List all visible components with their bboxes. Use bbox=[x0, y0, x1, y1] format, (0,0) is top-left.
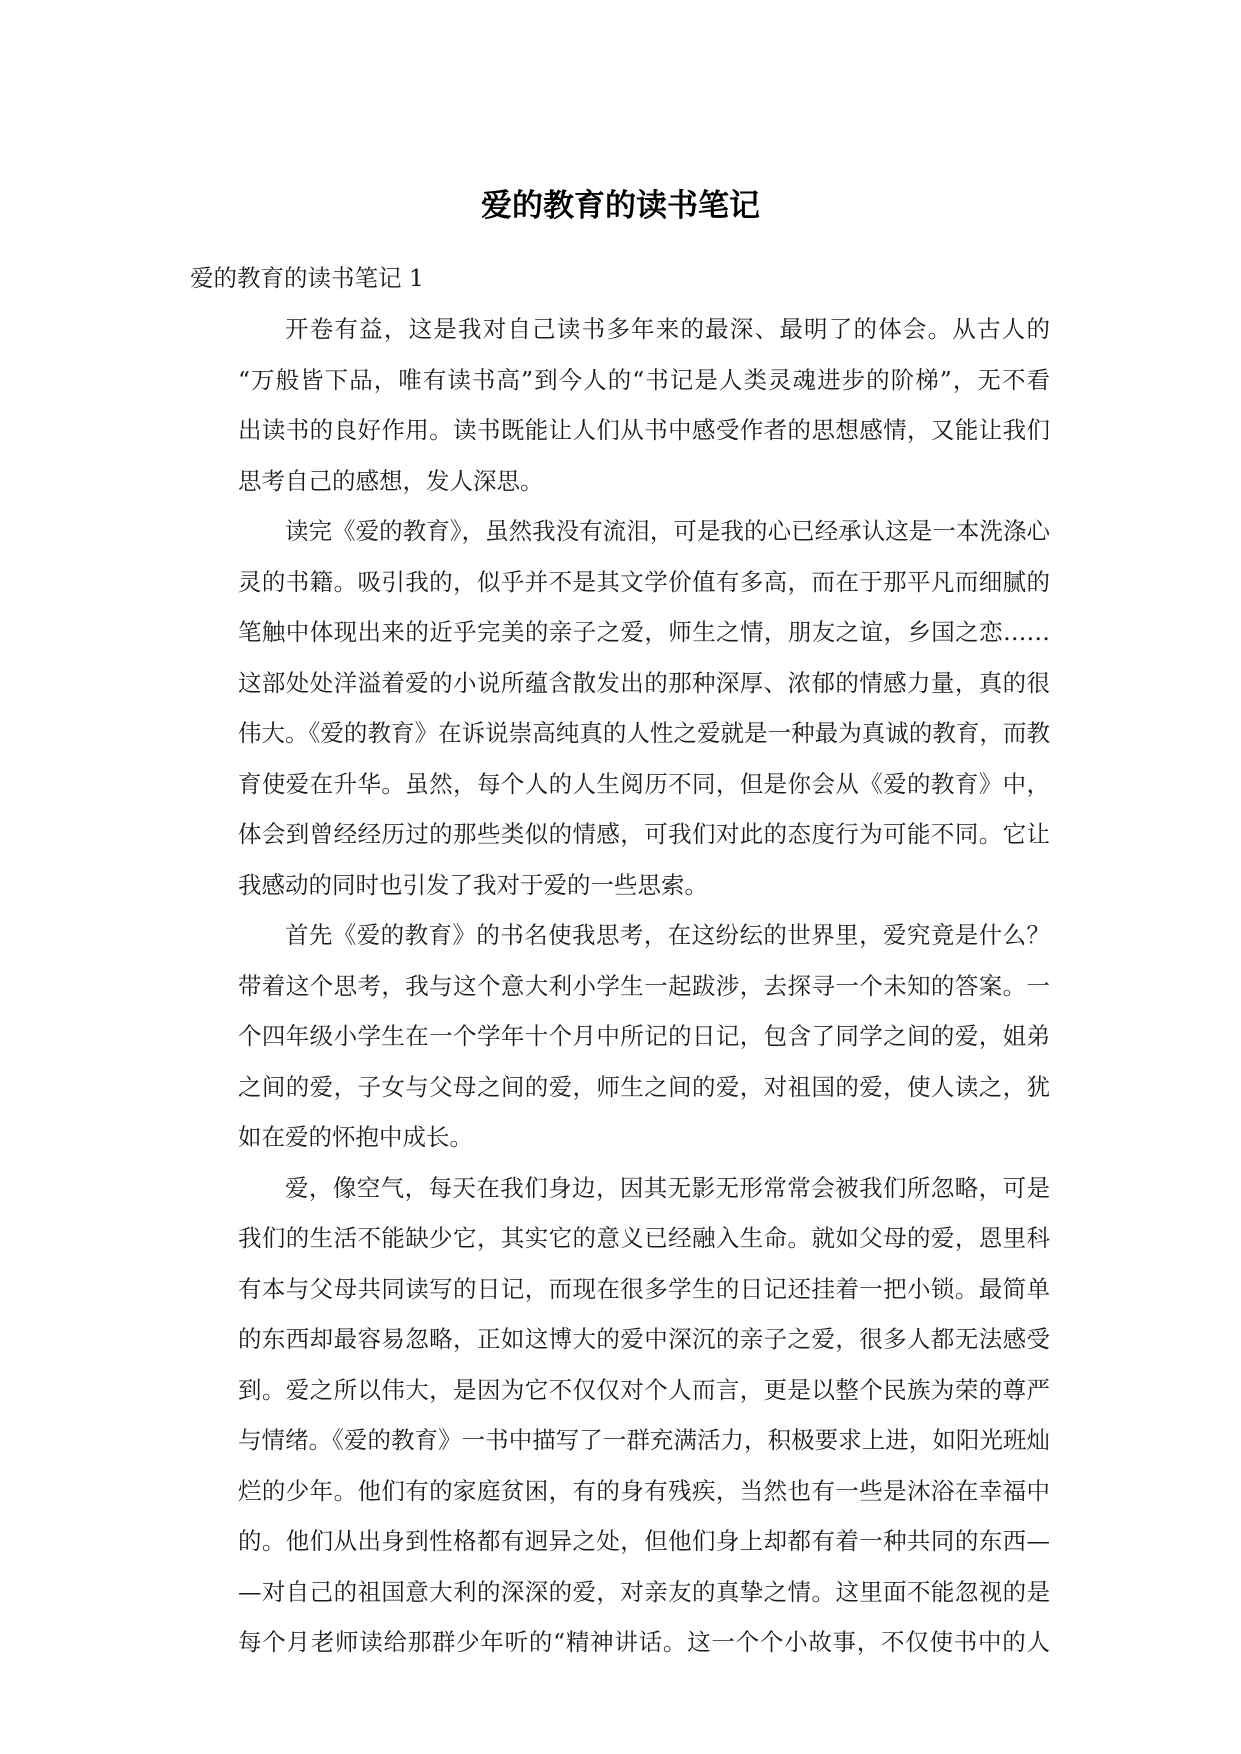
text-line: 体会到曾经经历过的那些类似的情感，可我们对此的态度行为可能不同。它让 bbox=[238, 820, 1050, 848]
text-line: 读完《爱的教育》，虽然我没有流泪，可是我的心已经承认这是一本洗涤心 bbox=[285, 517, 1050, 545]
text-line: 的。他们从出身到性格都有迥异之处，但他们身上却都有着一种共同的东西— bbox=[238, 1527, 1050, 1555]
text-line: 的东西却最容易忽略，正如这博大的爱中深沉的亲子之爱，很多人都无法感受 bbox=[238, 1325, 1050, 1353]
text-line: 爱，像空气，每天在我们身边，因其无影无形常常会被我们所忽略，可是 bbox=[285, 1173, 1050, 1202]
paragraph-3 bbox=[190, 910, 1050, 1163]
paragraph-1 bbox=[190, 304, 1050, 506]
document-title: 爱的教育的读书笔记 bbox=[481, 188, 760, 224]
text-line: 出读书的良好作用。读书既能让人们从书中感受作者的思想感情，又能让我们 bbox=[238, 416, 1050, 444]
text-line: 我们的生活不能缺少它，其实它的意义已经融入生命。就如父母的爱，恩里科 bbox=[238, 1224, 1050, 1252]
text-line: 之间的爱，子女与父母之间的爱，师生之间的爱，对祖国的爱，使人读之，犹 bbox=[238, 1072, 1050, 1101]
text-line: 带着这个思考，我与这个意大利小学生一起跋涉，去探寻一个未知的答案。一 bbox=[238, 971, 1050, 1000]
text-line: 到。爱之所以伟大，是因为它不仅仅对个人而言，更是以整个民族为荣的尊严 bbox=[238, 1375, 1050, 1404]
section-heading: 爱的教育的读书笔记 1 bbox=[190, 264, 424, 292]
text-line: 育使爱在升华。虽然，每个人的人生阅历不同，但是你会从《爱的教育》中， bbox=[238, 769, 1050, 798]
document-body bbox=[190, 252, 1050, 1668]
text-line: 伟大。《爱的教育》在诉说崇高纯真的人性之爱就是一种最为真诚的教育，而教 bbox=[238, 719, 1050, 747]
text-line: 每个月老师读给那群少年听的“精神讲话。这一个个小故事，不仅使书中的人 bbox=[238, 1628, 1050, 1656]
paragraph-4 bbox=[190, 1163, 1050, 1668]
text-line: 笔触中体现出来的近乎完美的亲子之爱，师生之情，朋友之谊，乡国之恋…… bbox=[238, 618, 1050, 646]
text-line: 有本与父母共同读写的日记，而现在很多学生的日记还挂着一把小锁。最简单 bbox=[238, 1274, 1050, 1303]
text-line: 首先《爱的教育》的书名使我思考，在这纷纭的世界里，爱究竟是什么？ bbox=[285, 921, 1050, 949]
text-line: 如在爱的怀抱中成长。 bbox=[238, 1123, 473, 1151]
text-line: 烂的少年。他们有的家庭贫困，有的身有残疾，当然也有一些是沐浴在幸福中 bbox=[238, 1476, 1050, 1505]
text-line: 我感动的同时也引发了我对于爱的一些思索。 bbox=[238, 870, 708, 899]
paragraph-2 bbox=[190, 506, 1050, 910]
text-line: 思考自己的感想，发人深思。 bbox=[238, 466, 544, 495]
text-line: 个四年级小学生在一个学年十个月中所记的日记，包含了同学之间的爱，姐弟 bbox=[238, 1022, 1050, 1050]
text-line: 与情绪。《爱的教育》一书中描写了一群充满活力，积极要求上进，如阳光班灿 bbox=[238, 1426, 1050, 1454]
text-line: 这部处处洋溢着爱的小说所蕴含散发出的那种深厚、浓郁的情感力量，真的很 bbox=[238, 668, 1050, 697]
text-line: 灵的书籍。吸引我的，似乎并不是其文学价值有多高，而在于那平凡而细腻的 bbox=[238, 567, 1050, 596]
text-line: “万般皆下品，唯有读书高”到今人的“书记是人类灵魂进步的阶梯”，无不看 bbox=[238, 365, 1050, 394]
text-line: 开卷有益，这是我对自己读书多年来的最深、最明了的体会。从古人的 bbox=[285, 315, 1050, 343]
text-line: —对自己的祖国意大利的深深的爱，对亲友的真挚之情。这里面不能忽视的是 bbox=[238, 1577, 1050, 1606]
